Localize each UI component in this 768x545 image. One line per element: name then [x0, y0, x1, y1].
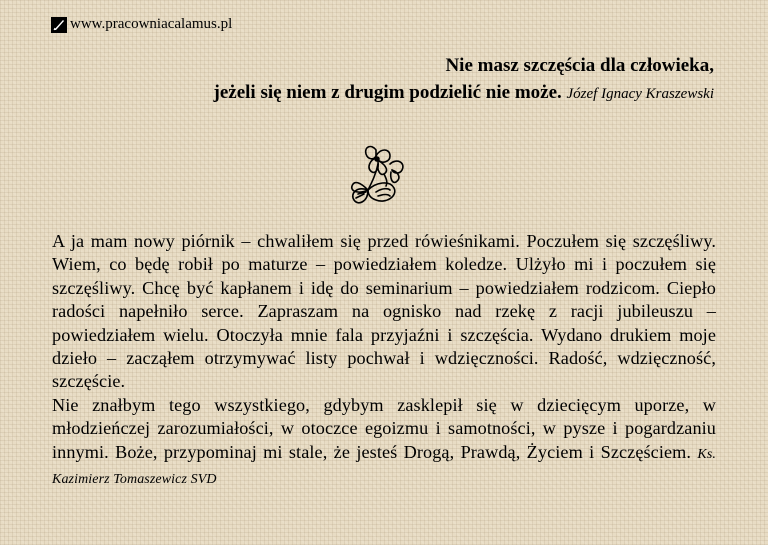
violet-flower-icon [346, 142, 418, 212]
site-header [51, 16, 232, 33]
paragraph-2-text: Nie znałbym tego wszystkiego, gdybym zasklepił się w dziecięcym uporze, w młodzieńczej zarozumiałości, w otoczce egoizmu i samotności, w pysze i pogardzaniu innymi. Boże, przypominaj mi stale, że jesteś Drogą, Prawdą, Życiem i Szczęściem. [52, 394, 716, 462]
paragraph-2 [52, 394, 716, 492]
motto-quote [34, 52, 714, 108]
quote-line-2-text: jeżeli się niem z drugim podzielić nie może. [213, 82, 562, 103]
quote-line-1: Nie masz szczęścia dla człowieka, [445, 55, 714, 76]
signature: Ks. Kazimierz Tomaszewicz SVD [52, 446, 716, 488]
body-text [52, 230, 716, 491]
quote-line-2 [34, 79, 714, 108]
site-url[interactable]: www.pracowniacalamus.pl [70, 16, 233, 32]
quote-author: Józef Ignacy Kraszewski [566, 86, 714, 102]
paragraph-1: A ja mam nowy piórnik – chwaliłem się przed rówieśnikami. Poczułem się szczęśliwy. Wiem, co będę robił po maturze – powiedziałem koledze. Ulżyło mi i poczułem się szczęśliwy. Chcę być kapłanem i idę do seminarium – powiedziałem rodzicom. Ciepło radości napełniło serce. Zapraszam na ognisko nad rzekę z racji jubileuszu – powiedziałem wielu. Otoczyła mnie fala przyjaźni i szczęścia. Wydano drukiem moje dzieło – zacząłem otrzymywać listy pochwał i wdzięczności. Radość, wdzięczność, szczęście. [52, 231, 716, 392]
quill-pen-icon [51, 17, 67, 33]
